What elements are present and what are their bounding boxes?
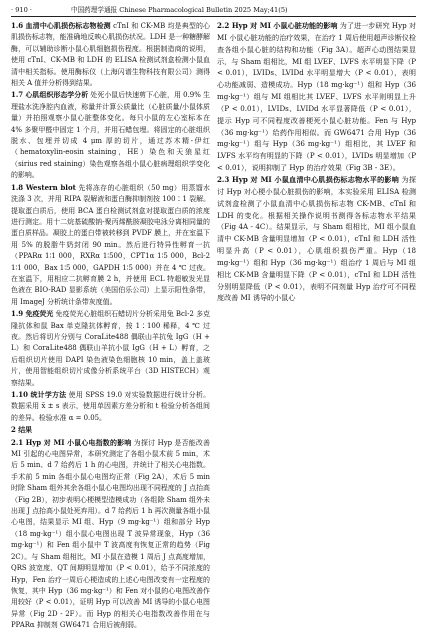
paragraph: [11, 89, 210, 181]
paragraph: [11, 389, 210, 424]
paragraph: [11, 182, 210, 308]
section-text: 为探讨 Hyp 是否能改善 MI 引起的心电图异常，本研究测定了各组小鼠术前 5 min，术后 5 min、d 7 给药后 1 h 的心电图，并统计了相关心电指数。手术前 5 min 各组小鼠心电图均正常（Fig 2A），术后 5 min 时除 Sham 组外其余各组小鼠心电图均出现不同程度的 J 点抬高（Fig 2B），初步表明心梗模型造模成功（各组除 Sham 组外未出现 J 点抬高小鼠处死弃用）。d 7 给药后 1 h 再次测量各组小鼠心电图，结果显示 MI 组、Hyp（9 mg·kg⁻¹）组和部分 Hyp（18 mg·kg⁻¹）组小鼠心电图出现 T 波异常现象，Hyp（36 mg·kg⁻¹）和 Fen 组小鼠中 T 波高度有恢复正常的趋势（Fig 2C）。与 Sham 组相比，MI 小鼠在造模 1 周后 J 点高度增加，QRS 波宽度、QT 间期明显增加（P < 0.01），给予不同浓度的 Hyp，Fen 治疗一周后心梗造成的上述心电图改变有一定程度的恢复，其中 Hyp（36 mg·kg⁻¹）和 Fen 对小鼠的心电图改善作用较好（P < 0.01），证明 Hyp 可以改善 MI 诱导的小鼠心电图异常（Fig 2D - 2F）。而 Hyp 的相关心电指数改善作用在与 PPARα 抑制剂 GW6471 合用后被削弱。: [11, 438, 210, 630]
section-heading: 2.3 Hyp 对 MI 小鼠血清中心肌损伤标志物水平的影响: [217, 174, 400, 184]
section-text: 为了进一步研究 Hyp 对 MI 小鼠心脏功能的治疗效果，在治疗 1 周后使用超声诊断仪检查各组小鼠心脏的结构和功能（Fig 3A）。超声心动图结果显示，与 Sham 组相比，MI 组 LVEF、LVFS 水平明显下降（P < 0.01），LVIDs、LVIDd 水平明显增大（P < 0.01），表明心功能减弱、造模成功。Hyp（18 mg·kg⁻¹）组和 Hyp（36 mg·kg⁻¹）组与 MI 组相比其 LVEF、LVFS 水平则明显上升（P < 0.01），LVIDs、LVIDd 水平显著降低（P < 0.01），提示 Hyp 可不同程度改善梗死小鼠心脏功能。Fen 与 Hyp（36 mg·kg⁻¹）给药作用相似。而 GW6471 合用 Hyp（36 mg·kg⁻¹）组与 Hyp（36 mg·kg⁻¹）组相比，其 LVEF 和 LVFS 水平均有明显的下降（P < 0.01），LVIDs 明显增加（P < 0.01），说明抑制了 Hyp 的治疗效果（Fig 3B - 3E）。: [217, 21, 416, 173]
section-text: 使用 SPSS 19.0 对实验数据进行统计分析。数据采用 x̄ ± s 表示，使用单因素方差分析和 t 检验分析各组间的差异。检验水准 α = 0.05。: [11, 391, 211, 422]
section-heading: 2.2 Hyp 对 MI 小鼠心脏功能的影响: [217, 21, 338, 30]
section-heading: 2.1 Hyp 对 MI 小鼠心电指数的影响: [11, 437, 132, 447]
paragraph: [11, 437, 210, 632]
section-text: 先将冻存的心脏组织（50 mg）用蒸馏水洗涤 3 次，并用 RIPA 裂解液和蛋白酶抑制剂按 100∶1 裂解。提取蛋白质后，使用 BCA 蛋白检测试剂盒对提取蛋白质的浓度进行测定。用十二烷基硫酸钠-聚丙烯酰胺凝胶电泳分离相同量的蛋白质样品。凝胶上的蛋白带被转移到 PVDF 膜上，并在室温下用 5% 的脱脂牛奶封闭 90 min。然后进行特异性孵育一抗（PPARα 1∶1 000，RXRα 1∶500，CPT1α 1∶5 000，Bcl-2 1∶1 000，Bax 1∶5 000，GAPDH 1∶5 000）并在 4 ℃ 过夜。在室温下，用相应二抗孵育膜 2 h，并使用 ECL 特超敏发光显色液在 BIO-RAD 显影系统（美国伯乐公司）上显示阳性条带，用 ImageJ 分析统计条带灰度值。: [11, 183, 210, 306]
two-column-body: [11, 20, 416, 632]
section-heading: 1.7 心肌组织形态学分析: [11, 90, 89, 100]
page-number: · 910 ·: [11, 6, 32, 14]
section-heading: 1.9 免疫荧光: [11, 309, 54, 319]
paragraph: [217, 20, 416, 174]
journal-citation: 中国药理学通报 Chinese Pharmacological Bulletin 2025 May;41(5): [71, 6, 288, 14]
left-column: [11, 20, 210, 632]
section-heading: 1.8 Western blot: [11, 182, 76, 192]
section-text: 为探讨 Hyp 对心梗小鼠心脏损伤的影响，本实验采用 ELISA 检测试剂盒检测了小鼠血清中心肌损伤标志物 CK-MB、cTnI 和 LDH 的变化。根据相关操作说明书测得各标志物水平结果（Fig 4A - 4C）。结果显示，与 Sham 组相比，MI 组小鼠血清中 CK-MB 含量明显增加（P < 0.01），cTnI 和 LDH 活性明显升高（P < 0.01），心肌组织损伤严重。Hyp（18 mg·kg⁻¹）组和 Hyp（36 mg·kg⁻¹）组治疗 1 周后与 MI 组相比 CK-MB 含量明显下降（P < 0.01），cTnI 和 LDH 活性分别明显降低（P < 0.01），表明不同剂量 Hyp 治疗可不同程度改善 MI 诱导的小鼠心: [217, 174, 416, 303]
section-heading: 2 结果: [11, 425, 33, 435]
section-text: 处死小鼠后快速剪下心脏，用 0.9% 生理盐水洗净腔内血液，称量并计算公质量比（心脏质量/小鼠体质量）并拍照观察小鼠心脏整体变化。每只小鼠的左心室标本在 4% 多聚甲醛中固定 1 个月，并用石蜡包埋。将固定的心脏组织脱水、包埋并切成 4 μm 厚的切片，通过苏木精-伊红（hematoxylin-eosin staining，HE）染色和天狼星红（sirius red staining）染色观察各组小鼠心脏病理组织学变化的影响。: [11, 91, 210, 180]
paragraph: [11, 20, 210, 89]
section-text: cTnI 和 CK-MB 均是典型的心肌损伤标志物，能准确地反映心肌损伤状况。LDH 是一种糖酵解酶，可以辅助诊断小鼠心肌细胞损伤程度。根据制造商的说明，使用 cTnI、CK-MB 和 LDH 的 ELISA 检测试剂盒检测小鼠血清中相关指标。使用酶标仪（上海闪谱生物科技有限公司）测得相关 A 值并分析得到结果。: [11, 22, 210, 88]
section-text: 免疫荧光心脏组织石蜡切片分析采用兔 Bcl-2 多克隆抗体和鼠 Bax 单克隆抗体孵育，按 1∶100 稀释，4 ℃ 过夜。然后将切片分别与 CoraLite488 偶联山羊抗兔 IgG（H + L）和 CoraLite488 偶联山羊抗小鼠 IgG（H + L）孵育，之后组织切片使用 DAPI 染色液染色细胞核 10 min，盖上盖玻片，使用智能组织切片成像分析系统平台（3D HISTECH）观察结果。: [11, 310, 210, 387]
section-heading: 1.6 血清中心肌损伤标志物检测: [11, 21, 111, 30]
paragraph: [11, 424, 210, 436]
header-rule: [11, 16, 416, 17]
section-heading: 1.10 统计学方法: [11, 390, 67, 399]
running-header: [11, 4, 416, 14]
right-column: [217, 20, 416, 632]
paragraph: [11, 308, 210, 389]
paragraph: [217, 174, 416, 304]
